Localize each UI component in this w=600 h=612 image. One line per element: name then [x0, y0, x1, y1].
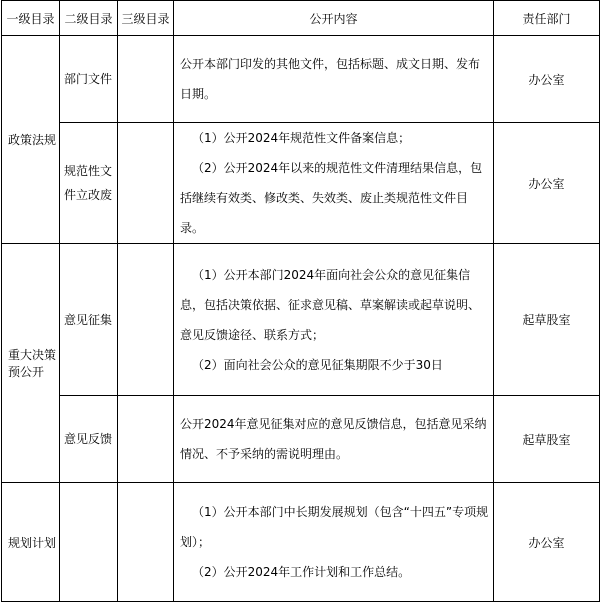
table-row [2, 36, 600, 123]
header-level2: 二级目录 [60, 1, 118, 36]
level3-cell [118, 123, 174, 244]
level1-cell: 重大决策预公开 [2, 244, 60, 483]
header-content: 公开内容 [174, 1, 494, 36]
level2-cell: 意见征集 [60, 244, 118, 396]
level1-cell: 政策法规 [2, 36, 60, 244]
level3-cell [118, 483, 174, 602]
level1-cell: 规划计划 [2, 483, 60, 602]
table-row [2, 396, 600, 483]
content-paragraph: （2）公开2024年以来的规范性文件清理结果信息，包括继续有效类、修改类、失效类、废止类规范性文件目录。 [180, 161, 483, 235]
content-paragraph: （1）公开本部门中长期发展规划（包含“十四五”专项规划）； [180, 505, 489, 549]
level3-cell [118, 36, 174, 123]
header-dept: 责任部门 [494, 1, 600, 36]
table-row [2, 123, 600, 244]
content-cell [174, 396, 494, 483]
dept-cell: 起草股室 [494, 396, 600, 483]
content-paragraph: （2）公开2024年工作计划和工作总结。 [192, 565, 411, 579]
dept-cell: 起草股室 [494, 244, 600, 396]
content-cell [174, 36, 494, 123]
dept-cell: 办公室 [494, 123, 600, 244]
table-row [2, 483, 600, 602]
header-level1: 一级目录 [2, 1, 60, 36]
level3-cell [118, 244, 174, 396]
content-paragraph: 公开本部门印发的其他文件，包括标题、成文日期、发布日期。 [180, 57, 481, 101]
content-cell [174, 123, 494, 244]
disclosure-table [1, 0, 600, 602]
level2-cell: 意见反馈 [60, 396, 118, 483]
dept-cell: 办公室 [494, 36, 600, 123]
content-cell [174, 244, 494, 396]
content-cell [174, 483, 494, 602]
content-paragraph: （1）公开本部门2024年面向社会公众的意见征集信息，包括决策依据、征求意见稿、草案解读或起草说明、意见反馈途径、联系方式； [180, 267, 481, 342]
level3-cell [118, 396, 174, 483]
level2-cell [60, 483, 118, 602]
content-paragraph: 公开2024年意见征集对应的意见反馈信息，包括意见采纳情况、不予采纳的需说明理由。 [180, 417, 487, 461]
dept-cell: 办公室 [494, 483, 600, 602]
content-paragraph: （1）公开2024年规范性文件备案信息； [192, 131, 411, 145]
header-level3: 三级目录 [118, 1, 174, 36]
level2-cell: 规范性文件立改废 [60, 123, 118, 244]
content-paragraph: （2）面向社会公众的意见征集期限不少于30日 [192, 357, 443, 372]
level2-cell: 部门文件 [60, 36, 118, 123]
table-row [2, 244, 600, 396]
table-header-row [2, 1, 600, 36]
